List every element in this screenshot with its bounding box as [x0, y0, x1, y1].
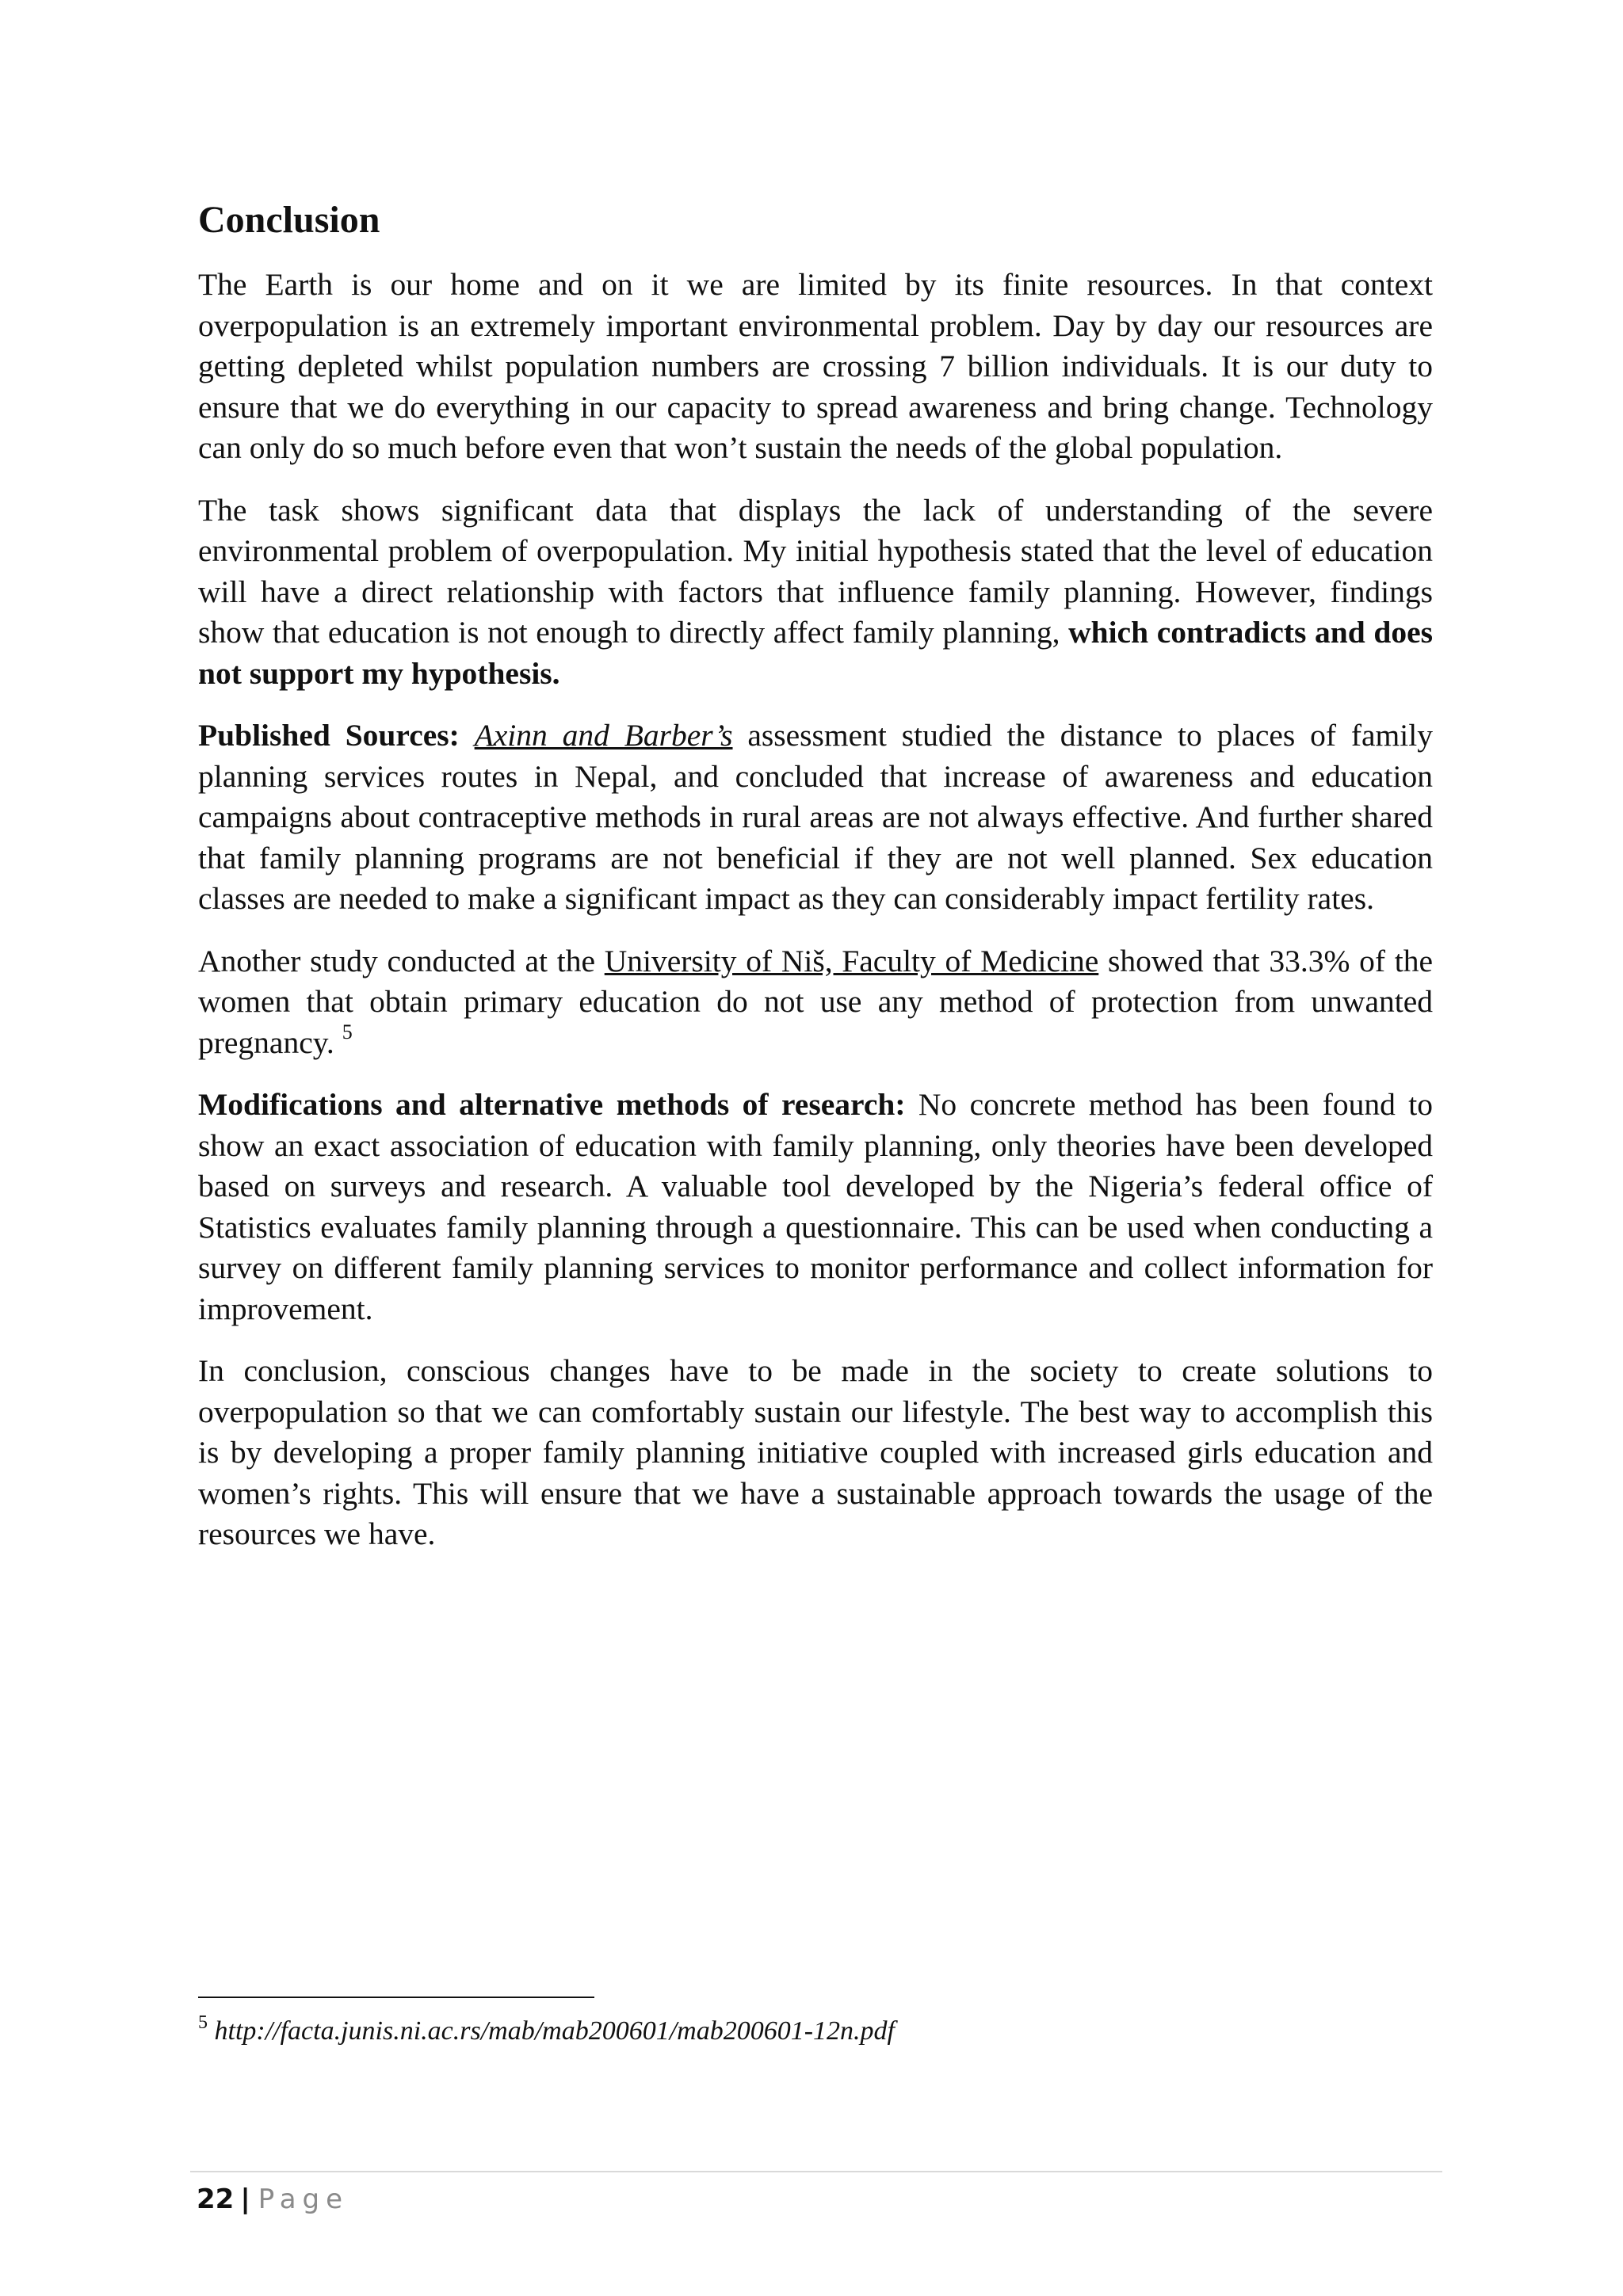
nis-study-text-before: Another study conducted at the [198, 943, 605, 978]
footer-separator: | [240, 2183, 250, 2215]
page-number: 22 [197, 2183, 235, 2215]
paragraph-final: In conclusion, conscious changes have to be made in the society to create solutions to overpopulation so that we can comfortably sustain our lifestyle. The best way to accomplish this is by developing a proper family planning initiative coupled with increased girls education and women’s rights. This will ensure that we have a sustainable approach towards the usage of the resources we have. [198, 1353, 1433, 1551]
paragraph-hypothesis [198, 490, 1433, 695]
footnote-url[interactable]: http://facta.junis.ni.ac.rs/mab/mab200601/mab200601-12n.pdf [214, 2016, 895, 2046]
axinn-barber-link[interactable]: Axinn and Barber’s [474, 718, 733, 753]
footnote-divider [198, 1997, 594, 1998]
main-content [198, 193, 1433, 1577]
section-heading: Conclusion [198, 199, 380, 241]
modifications-text: No concrete method has been found to show an exact association of education with family planning, only theories have been developed based on surveys and research. A valuable tool developed by the Nigeria’s federal office of Statistics evaluates family planning through a questionnaire. This can be used when conducting a survey on different family planning services to monitor performance and collect information for improvement. [198, 1087, 1434, 1326]
paragraph-modifications [198, 1085, 1433, 1329]
published-sources-label: Published Sources: [198, 718, 460, 753]
paragraph-nis-study [198, 941, 1433, 1064]
published-sources-text: assessment studied the distance to places of family planning services routes in Nepal, and concluded that increase of awareness and education campaigns about contraceptive methods in rural areas are not always effective. And further shared that family planning programs are not beneficial if they are not well planned. Sex education classes are needed to make a significant impact as they can considerably impact fertility rates. [198, 718, 1433, 916]
paragraph-intro: The Earth is our home and on it we are limited by its finite resources. In that context overpopulation is an extremely important environmental problem. Day by day our resources are getting depleted whilst population numbers are crossing 7 billion individuals. It is our duty to ensure that we do everything in our capacity to spread awareness and bring change. Technology can only do so much before even that won’t sustain the needs of the global population. [198, 267, 1433, 465]
footnote [198, 2012, 895, 2050]
footnote-number: 5 [198, 2012, 208, 2033]
university-nis-link[interactable]: University of Niš, Faculty of Medicine [604, 943, 1099, 978]
paragraph-published-sources [198, 715, 1433, 920]
footer-divider [190, 2171, 1442, 2172]
hypothesis-conclusion: which contradicts and does not support my hypothesis. [198, 615, 1433, 691]
modifications-label: Modifications and alternative methods of research: [198, 1087, 906, 1122]
page-footer [197, 2180, 349, 2218]
footnote-reference[interactable]: 5 [342, 1020, 353, 1043]
hypothesis-text: The task shows significant data that displays the lack of understanding of the severe environmental problem of overpopulation. My initial hypothesis stated that the level of education will have a direct relationship with factors that influence family planning. However, findings show that education is not enough to directly affect family planning, [198, 492, 1433, 650]
page-label: Page [258, 2183, 349, 2215]
nis-study-text-after: showed that 33.3% of the women that obtain primary education do not use any method of protection from unwanted pregnancy. [198, 943, 1433, 1060]
